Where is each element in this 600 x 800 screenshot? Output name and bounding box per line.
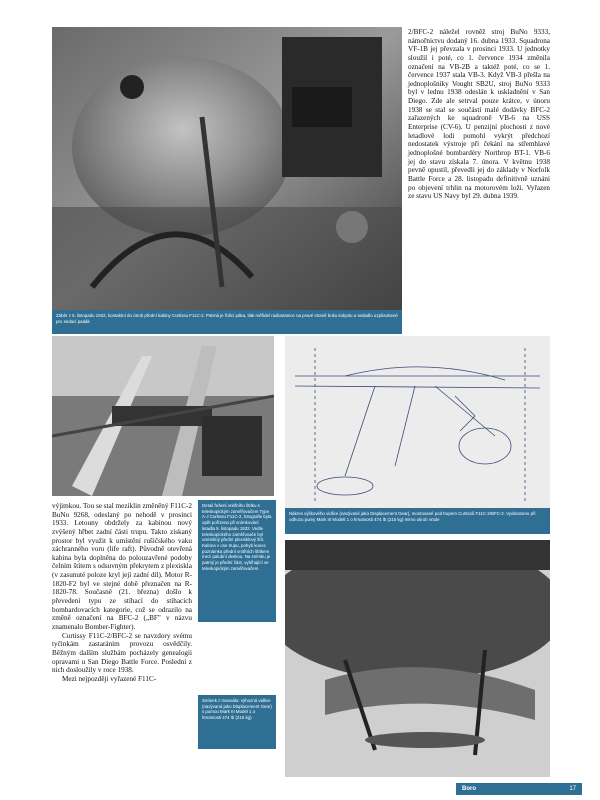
top-right-text-column — [408, 28, 550, 328]
bomb-rack-photo — [285, 540, 550, 777]
windscreen-photo — [52, 336, 274, 496]
paragraph: Mezi nejpozději vyřazené F11C- — [62, 674, 157, 683]
paragraph: Curtissy F11C-2/BFC-2 se navzdory svému tyčinkám zastaráním provozu osvědčily. Běžným dalším službám pocházely genealogii opravami u San Diego Battle Force. Poslední z nich dosloužily v roce 1938. — [52, 631, 192, 675]
displacement-gear-diagram — [285, 336, 550, 508]
cockpit-photo-caption: Záběr z 5. listopadu 1932, kontaktní do útrob přední kabiny Curtissu F11C-2. Patrná je řídicí páka, tlak měřidel radiostanice na pravé straně boku kokpitu a sedadlo uzpůsobené pro sedací padák — [52, 310, 402, 334]
page-footer — [456, 783, 582, 795]
manual-photo-caption: Snímek z manuálu: výhozná vidlice (nazývaná jako Displacement Gear) s pumou Mark III Model 1 o hmotnosti 474 lb (215 kg) — [198, 695, 276, 749]
paragraph: 2/BFC-2 náležel rovněž stroj BuNo 9333, námořnictvu dodaný 16. dubna 1933. Squadrona VF-1B jej převzala v prosinci 1933. U jednotky sloužil i poté, co 1. července 1934 změnila označení na VB-2B a taktéž poté, co se 1. července 1937 stala VB-3. Když VB-3 přešla na jednoplošníky Vought SB2U, stroj BuNo 9333 byl v lednu 1938 odeslán k uskladnění v San Diego. Zde ale setrval pouze krátce, v únoru 1938 se stal se součástí malé dodávky BFC-2 zařazených ke squadroně VB-6 na USS Enterprise (CV-6). U penzijní plochosti z nové letadlové lodi pomohl vykrýt předchozí nedostatek výstroje při čekání na střemhlavé jednoplošné bombardéry Northrop BT-1. VB-6 jej do stavu získala 7. února. V květnu 1938 pevně opustil, převedli jej do základy v Norfolk Battle Force a 28. listopadu definitivně uznáni po objevení trhlin na motorovém loži. Vyřazen ze stavu US Navy byl 29. dubna 1939. — [408, 28, 550, 201]
cockpit-photo — [52, 27, 402, 310]
paragraph: výjimkou. Tou se stal meziklin změněný F11C-2 BuNo 9268, odeslaný po nehodě v prosinci 1933. Letouny obdržely za kabinou nový zvýšený hřbet zadní části trupu. Takto získaný prostor byl využit k umístění rušičského vaku záchranného voru (life raft). Původně otevřená kabina byla doplněna do polouzavřené podoby čelním štítem s odsuvným překrytem z plexiskla (v zasunuté poloze kryl její zadní díl). Motor R-1820-F2 byl ve stejné době přeznačen na R-1820-78. Současně (21. března) došlo k převedení typu ze stíhací do stíhacích bombardovacích kategorie, což se odrazilo na změně označení na BFC-2 („BF" v názvu znamenalo Bomber-Fighter). — [52, 502, 192, 631]
windscreen-photo-caption: Detail řešení vnitřního štítku s teleskopickým zaměřovačem Type A-J Curtissu F11C-2, fotografie byla opět pořízena při snímkování letadla 5. listopadu 1932. Vedle teleskopického zaměřovače byl umístěný přední plexisklový štít. Kabina v ose trupu, pohyb konec poznámka přední vnitřních štítkem mezi palubní deskou. Na snímku je patrný je přední část, vybíhající ve teleskopickým zaměřovačem — [198, 500, 276, 622]
bottom-left-text-column — [52, 502, 192, 777]
page-number: 17 — [569, 786, 576, 792]
footer-label: Boro — [462, 786, 476, 792]
diagram-caption: Nákres výškového vidlice (nazývané jako Displacement Gear), montované pod trupem Curtissů F11C-2/BFC-2. Vyobrazeno při odhozu pumy Mark III Modell 1 o hmotnosti 474 lb (215 kg) mimo okruh vrtule — [285, 508, 550, 534]
